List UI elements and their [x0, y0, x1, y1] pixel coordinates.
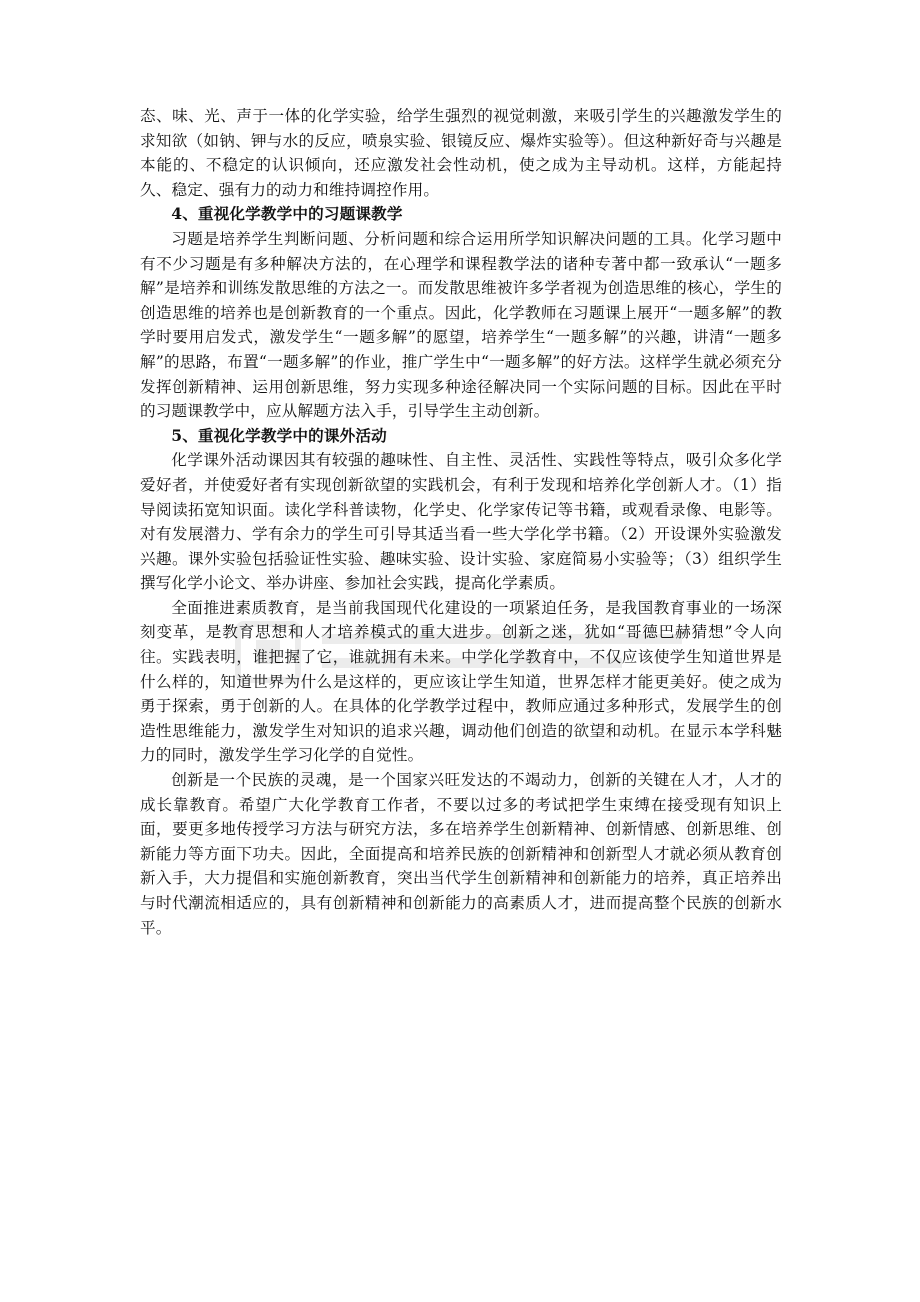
paragraph-exercise-teaching: 习题是培养学生判断问题、分析问题和综合运用所学知识解决问题的工具。化学习题中有不少习题是有多种解决方法的，在心理学和课程教学法的诸种专著中都一致承认“一题多解”是培养和训练发散思维的方法之一。而发散思维被许多学者视为创造思维的核心，学生的创造思维的培养也是创新教育的一个重点。因此，化学教师在习题课上展开“一题多解”的教学时要用启发式，激发学生“一题多解”的愿望，培养学生“一题多解”的兴趣，讲清“一题多解”的思路，布置“一题多解”的作业，推广学生中“一题多解”的好方法。这样学生就必须充分发挥创新精神、运用创新思维，努力实现多种途径解决同一个实际问题的目标。因此在平时的习题课教学中，应从解题方法入手，引导学生主动创新。 [140, 229, 782, 421]
document-body [140, 104, 782, 940]
paragraph-extracurricular: 化学课外活动课因其有较强的趣味性、自主性、灵活性、实践性等特点，吸引众多化学爱好者，并使爱好者有实现创新欲望的实践机会，有利于发现和培养化学创新人才。（1）指导阅读拓宽知识面。读化学科普读物，化学史、化学家传记等书籍，或观看录像、电影等。对有发展潜力、学有余力的学生可引导其适当看一些大学化学书籍。（2）开设课外实验激发兴趣。课外实验包括验证性实验、趣味实验、设计实验、家庭简易小实验等；（3）组织学生撰写化学小论文、举办讲座、参加社会实践，提高化学素质。 [140, 451, 782, 593]
section-heading-extracurricular: 5、重视化学教学中的课外活动 [171, 425, 387, 445]
paragraph-innovation-conclusion: 创新是一个民族的灵魂，是一个国家兴旺发达的不竭动力，创新的关键在人才，人才的成长靠教育。希望广大化学教育工作者，不要以过多的考试把学生束缚在接受现有知识上面，要更多地传授学习方法与研究方法，多在培养学生创新精神、创新情感、创新思维、创新能力等方面下功夫。因此，全面提高和培养民族的创新精神和创新型人才就必须从教育创新入手，大力提倡和实施创新教育，突出当代学生创新精神和创新能力的培养，真正培养出与时代潮流相适应的，具有创新精神和创新能力的高素质人才，进而提高整个民族的创新水平。 [140, 771, 782, 937]
paragraph-intro-continuation: 态、味、光、声于一体的化学实验，给学生强烈的视觉刺激，来吸引学生的兴趣激发学生的求知欲（如钠、钾与水的反应，喷泉实验、银镜反应、爆炸实验等）。但这种新好奇与兴趣是本能的、不稳定的认识倾向，还应激发社会性动机，使之成为主导动机。这样，方能起持久、稳定、强有力的动力和维持调控作用。 [140, 107, 782, 199]
paragraph-quality-education: 全面推进素质教育，是当前我国现代化建设的一项紧迫任务，是我国教育事业的一场深刻变革，是教育思想和人才培养模式的重大进步。创新之迷，犹如“哥德巴赫猜想”令人向往。实践表明，谁把握了它，谁就拥有未来。中学化学教育中，不仅应该使学生知道世界是什么样的，知道世界为什么是这样的，更应该让学生知道，世界怎样才能更美好。使之成为勇于探索，勇于创新的人。在具体的化学教学过程中，教师应通过多种形式，发展学生的创造性思维能力，激发学生对知识的追求兴趣，调动他们创造的欲望和动机。在显示本学科魅力的同时，激发学生学习化学的自觉性。 [140, 598, 782, 765]
section-heading-exercise-teaching: 4、重视化学教学中的习题课教学 [171, 204, 403, 224]
